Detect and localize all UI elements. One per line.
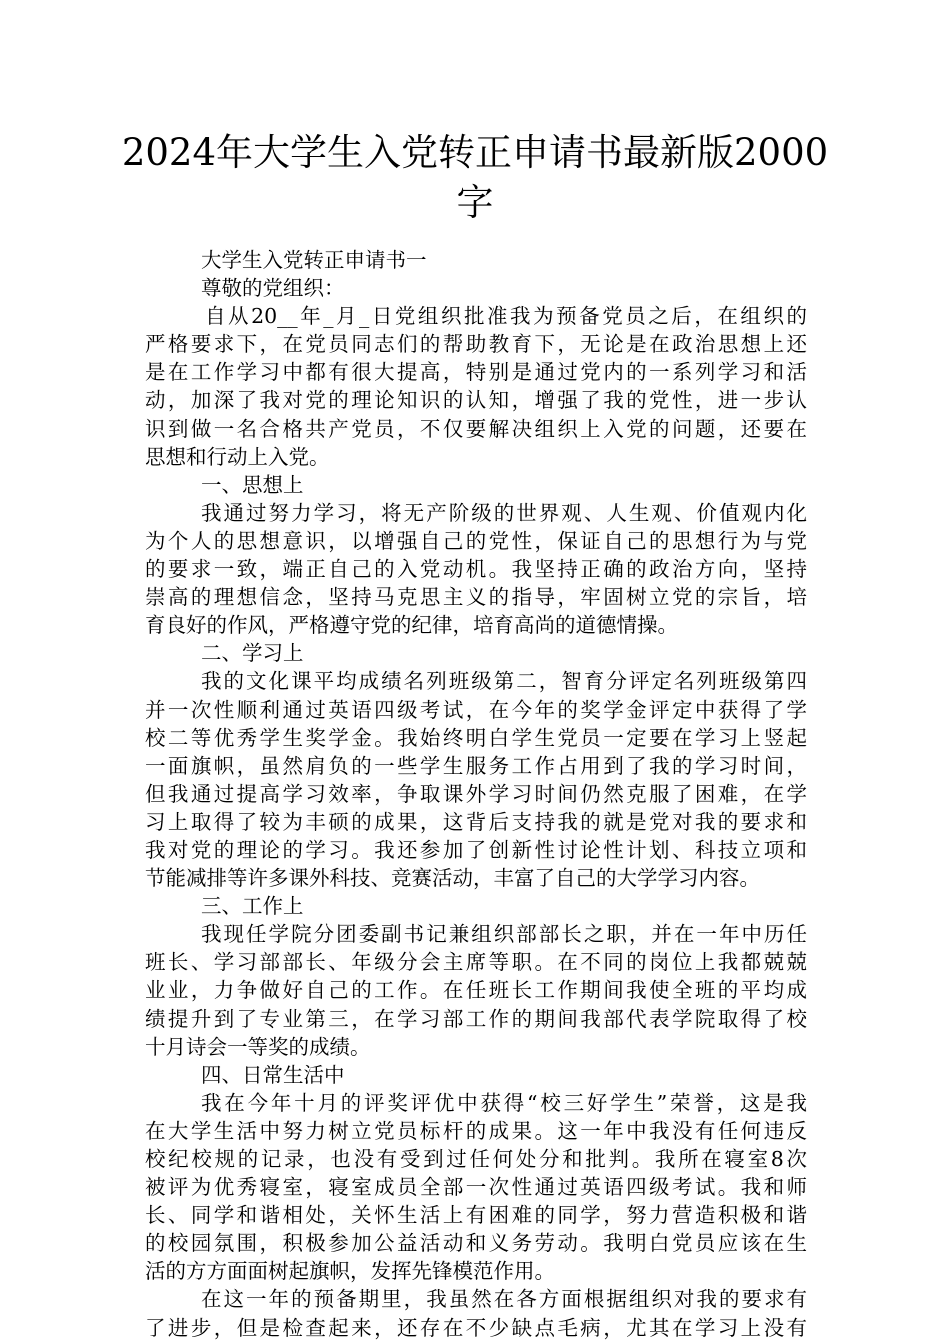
paragraph-line: 在这一年的预备期里，我虽然在各方面根据组织对我的要求有 bbox=[201, 1287, 807, 1312]
salutation: 尊敬的党组织： bbox=[201, 276, 345, 301]
paragraph-line: 一面旗帜，虽然肩负的一些学生服务工作占用到了我的学习时间， bbox=[145, 753, 807, 778]
subsection-heading: 四、日常生活中 bbox=[201, 1062, 345, 1087]
paragraph-line: 育良好的作风，严格遵守党的纪律，培育高尚的道德情操。 bbox=[145, 613, 678, 638]
subsection-heading: 一、思想上 bbox=[201, 472, 304, 497]
paragraph-line: 节能减排等许多课外科技、竞赛活动，丰富了自己的大学学习内容。 bbox=[145, 866, 760, 891]
paragraph-line: 了进步，但是检查起来，还存在不少缺点毛病，尤其在学习上没有 bbox=[145, 1315, 807, 1340]
paragraph-line: 校二等优秀学生奖学金。我始终明白学生党员一定要在学习上竖起 bbox=[145, 725, 807, 750]
subsection-heading: 三、工作上 bbox=[201, 894, 304, 919]
paragraph-line: 校纪校规的记录，也没有受到过任何处分和批判。我所在寝室8次 bbox=[145, 1147, 807, 1171]
paragraph-line: 的要求一致，端正自己的入党动机。我坚持正确的政治方向，坚持 bbox=[145, 557, 807, 582]
paragraph-line: 我现任学院分团委副书记兼组织部部长之职，并在一年中历任 bbox=[201, 922, 807, 947]
paragraph-line: 被评为优秀寝室，寝室成员全部一次性通过英语四级考试。我和师 bbox=[145, 1175, 807, 1200]
section-heading: 大学生入党转正申请书一 bbox=[201, 248, 427, 272]
paragraph-line: 我对党的理论的学习。我还参加了创新性讨论性计划、科技立项和 bbox=[145, 837, 807, 862]
paragraph-line: 自从20__年_月_日党组织批准我为预备党员之后，在组织的 bbox=[205, 304, 807, 329]
paragraph-line: 长、同学和谐相处，关怀生活上有困难的同学，努力营造积极和谐 bbox=[145, 1203, 807, 1228]
paragraph-line: 并一次性顺利通过英语四级考试，在今年的奖学金评定中获得了学 bbox=[145, 697, 807, 722]
paragraph-line: 在大学生活中努力树立党员标杆的成果。这一年中我没有任何违反 bbox=[145, 1118, 807, 1143]
paragraph-line: 我在今年十月的评奖评优中获得“校三好学生”荣誉，这是我 bbox=[201, 1090, 807, 1115]
paragraph-line: 我通过努力学习，将无产阶级的世界观、人生观、价值观内化 bbox=[201, 500, 807, 525]
paragraph-line: 思想和行动上入党。 bbox=[145, 444, 330, 469]
document-body bbox=[145, 246, 807, 1342]
paragraph-line: 业业，力争做好自己的工作。在任班长工作期间我使全班的平均成 bbox=[145, 978, 807, 1003]
paragraph-line: 为个人的思想意识，以增强自己的党性，保证自己的思想行为与党 bbox=[145, 528, 807, 553]
paragraph-line: 动，加深了我对党的理论知识的认知，增强了我的党性，进一步认 bbox=[145, 388, 807, 413]
title-line-1: 2024年大学生入党转正申请书最新版2000 bbox=[121, 131, 829, 174]
paragraph-line: 的校园氛围，积极参加公益活动和义务劳动。我明白党员应该在生 bbox=[145, 1231, 807, 1256]
paragraph-line: 活的方方面面树起旗帜，发挥先锋模范作用。 bbox=[145, 1259, 555, 1284]
title-line-2: 字 bbox=[456, 181, 494, 224]
paragraph-line: 班长、学习部部长、年级分会主席等职。在不同的岗位上我都兢兢 bbox=[145, 950, 807, 975]
paragraph-line: 识到做一名合格共产党员，不仅要解决组织上入党的问题，还要在 bbox=[145, 416, 807, 441]
paragraph-line: 绩提升到了专业第三，在学习部工作的期间我部代表学院取得了校 bbox=[145, 1006, 807, 1031]
subsection-heading: 二、学习上 bbox=[201, 641, 304, 666]
paragraph-line: 严格要求下，在党员同志们的帮助教育下，无论是在政治思想上还 bbox=[145, 332, 807, 357]
paragraph-line: 崇高的理想信念，坚持马克思主义的指导，牢固树立党的宗旨，培 bbox=[145, 585, 807, 610]
paragraph-line: 但我通过提高学习效率，争取课外学习时间仍然克服了困难，在学 bbox=[145, 781, 807, 806]
paragraph-line: 是在工作学习中都有很大提高，特别是通过党内的一系列学习和活 bbox=[145, 360, 807, 385]
paragraph-line: 习上取得了较为丰硕的成果，这背后支持我的就是党对我的要求和 bbox=[145, 809, 807, 834]
document-title bbox=[110, 128, 840, 228]
paragraph-line: 我的文化课平均成绩名列班级第二，智育分评定名列班级第四 bbox=[201, 669, 807, 694]
paragraph-line: 十月诗会一等奖的成绩。 bbox=[145, 1034, 371, 1059]
